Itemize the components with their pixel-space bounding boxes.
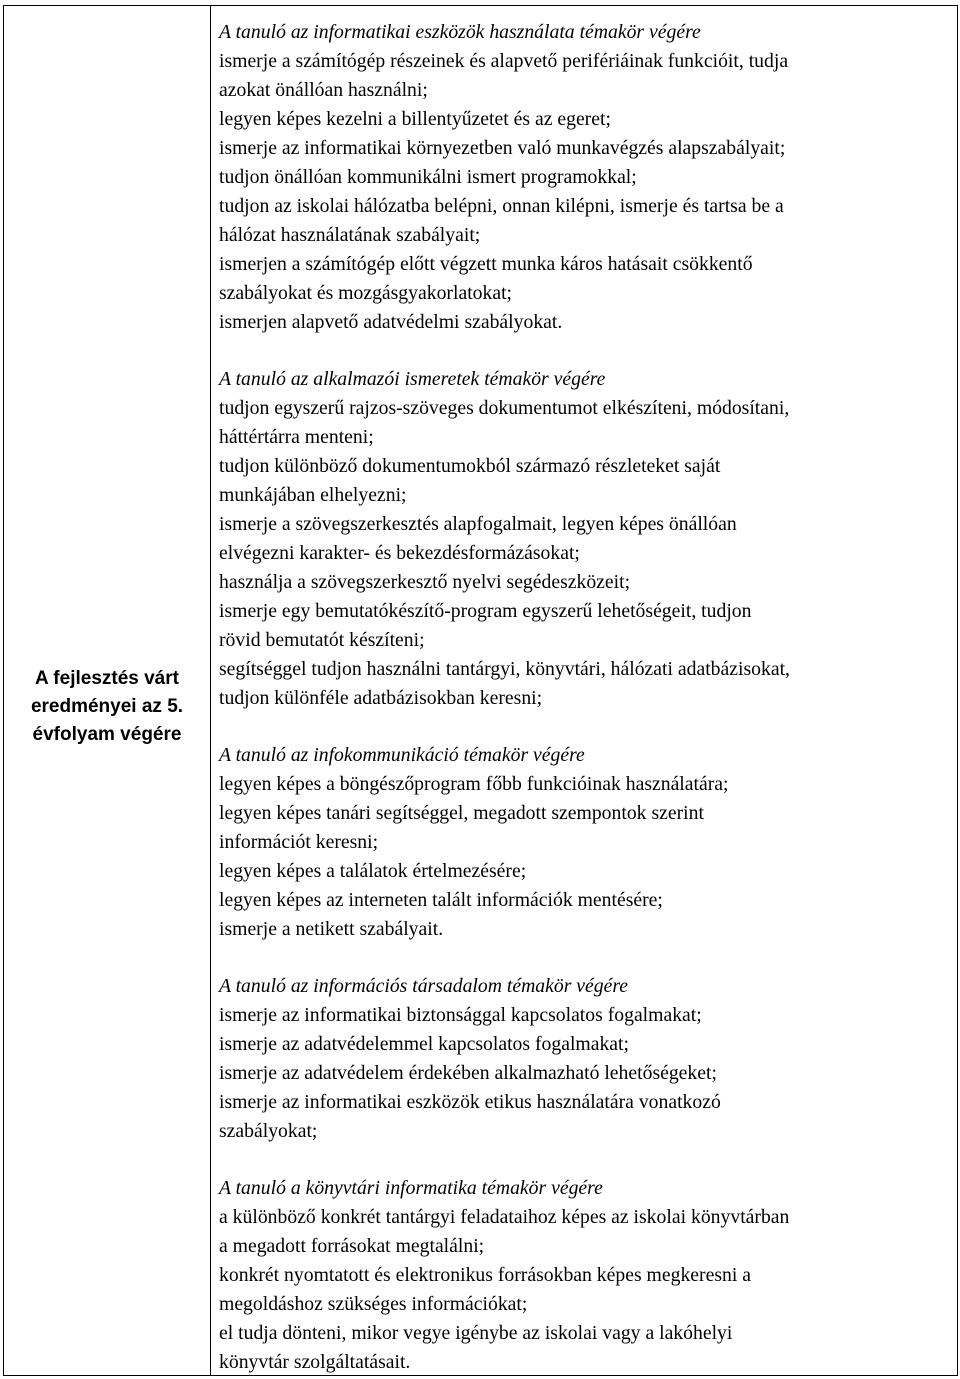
- section-line: a különböző konkrét tantárgyi feladataihoz képes az iskolai könyvtárban: [219, 1206, 790, 1228]
- section-heading: A tanuló az alkalmazói ismeretek témakör végére: [219, 368, 606, 390]
- section-line: legyen képes a böngészőprogram főbb funkcióinak használatára;: [219, 773, 729, 795]
- section-line: konkrét nyomtatott és elektronikus forrásokban képes megkeresni a: [219, 1264, 751, 1286]
- row-header-line: évfolyam végére: [32, 724, 182, 745]
- section-line: ismerje az informatikai biztonsággal kapcsolatos fogalmakat;: [219, 1004, 702, 1026]
- section-line: ismerje a számítógép részeinek és alapvető perifériáinak funkcióit, tudja: [219, 50, 789, 72]
- section-line: segítséggel tudjon használni tantárgyi, könyvtári, hálózati adatbázisokat,: [219, 658, 790, 680]
- section-line: könyvtár szolgáltatásait.: [219, 1351, 411, 1373]
- section-alkalmazoi: [219, 365, 957, 713]
- section-line: megoldáshoz szükséges információkat;: [219, 1293, 528, 1315]
- section-line: háttértárra menteni;: [219, 426, 374, 448]
- section-line: tudjon különféle adatbázisokban keresni;: [219, 687, 543, 709]
- row-header-label: [12, 665, 202, 749]
- section-line: ismerjen alapvető adatvédelmi szabályokat.: [219, 311, 563, 333]
- section-line: használja a szövegszerkesztő nyelvi segédeszközeit;: [219, 571, 631, 593]
- section-line: azokat önállóan használni;: [219, 79, 428, 101]
- section-line: ismerje a netikett szabályait.: [219, 918, 444, 940]
- section-eszkozok: [219, 18, 957, 337]
- row-header-line: eredményei az 5.: [30, 696, 184, 717]
- section-line: ismerje az informatikai környezetben való munkavégzés alapszabályait;: [219, 137, 786, 159]
- section-line: el tudja dönteni, mikor vegye igénybe az iskolai vagy a lakóhelyi: [219, 1322, 733, 1344]
- section-line: ismerje az adatvédelemmel kapcsolatos fogalmakat;: [219, 1033, 629, 1055]
- section-line: munkájában elhelyezni;: [219, 484, 407, 506]
- section-heading: A tanuló a könyvtári informatika témakör végére: [219, 1177, 603, 1199]
- section-heading: A tanuló az informatikai eszközök használata témakör végére: [219, 21, 701, 43]
- section-line: szabályokat;: [219, 1120, 318, 1142]
- outcomes-table: [3, 5, 958, 1376]
- section-line: legyen képes a találatok értelmezésére;: [219, 860, 527, 882]
- row-header-cell: [4, 6, 211, 1375]
- section-heading: A tanuló az infokommunikáció témakör végére: [219, 744, 585, 766]
- section-konyvtari-informatika: [219, 1174, 957, 1377]
- section-line: elvégezni karakter- és bekezdésformázásokat;: [219, 542, 580, 564]
- section-line: hálózat használatának szabályait;: [219, 224, 481, 246]
- section-line: információt keresni;: [219, 831, 379, 853]
- section-line: legyen képes kezelni a billentyűzetet és az egeret;: [219, 108, 611, 130]
- section-line: ismerje az adatvédelem érdekében alkalmazható lehetőségeket;: [219, 1062, 717, 1084]
- section-line: tudjon különböző dokumentumokból származó részleteket saját: [219, 455, 721, 477]
- section-line: tudjon önállóan kommunikálni ismert programokkal;: [219, 166, 637, 188]
- section-line: ismerje egy bemutatókészítő-program egyszerű lehetőségeit, tudjon: [219, 600, 752, 622]
- section-line: legyen képes az interneten talált információk mentésére;: [219, 889, 663, 911]
- section-line: rövid bemutatót készíteni;: [219, 629, 425, 651]
- section-line: tudjon egyszerű rajzos-szöveges dokumentumot elkészíteni, módosítani,: [219, 397, 790, 419]
- section-line: ismerje a szövegszerkesztés alapfogalmait, legyen képes önállóan: [219, 513, 737, 535]
- section-infokommunikacio: [219, 741, 957, 944]
- section-line: ismerje az informatikai eszközök etikus használatára vonatkozó: [219, 1091, 721, 1113]
- section-line: a megadott forrásokat megtalálni;: [219, 1235, 485, 1257]
- row-header-line: A fejlesztés várt: [35, 668, 179, 689]
- section-informacios-tarsadalom: [219, 972, 957, 1146]
- section-line: tudjon az iskolai hálózatba belépni, onnan kilépni, ismerje és tartsa be a: [219, 195, 784, 217]
- section-line: szabályokat és mozgásgyakorlatokat;: [219, 282, 513, 304]
- section-heading: A tanuló az információs társadalom témakör végére: [219, 975, 629, 997]
- section-line: legyen képes tanári segítséggel, megadott szempontok szerint: [219, 802, 704, 824]
- section-line: ismerjen a számítógép előtt végzett munka káros hatásait csökkentő: [219, 253, 753, 275]
- content-cell: [211, 6, 957, 1375]
